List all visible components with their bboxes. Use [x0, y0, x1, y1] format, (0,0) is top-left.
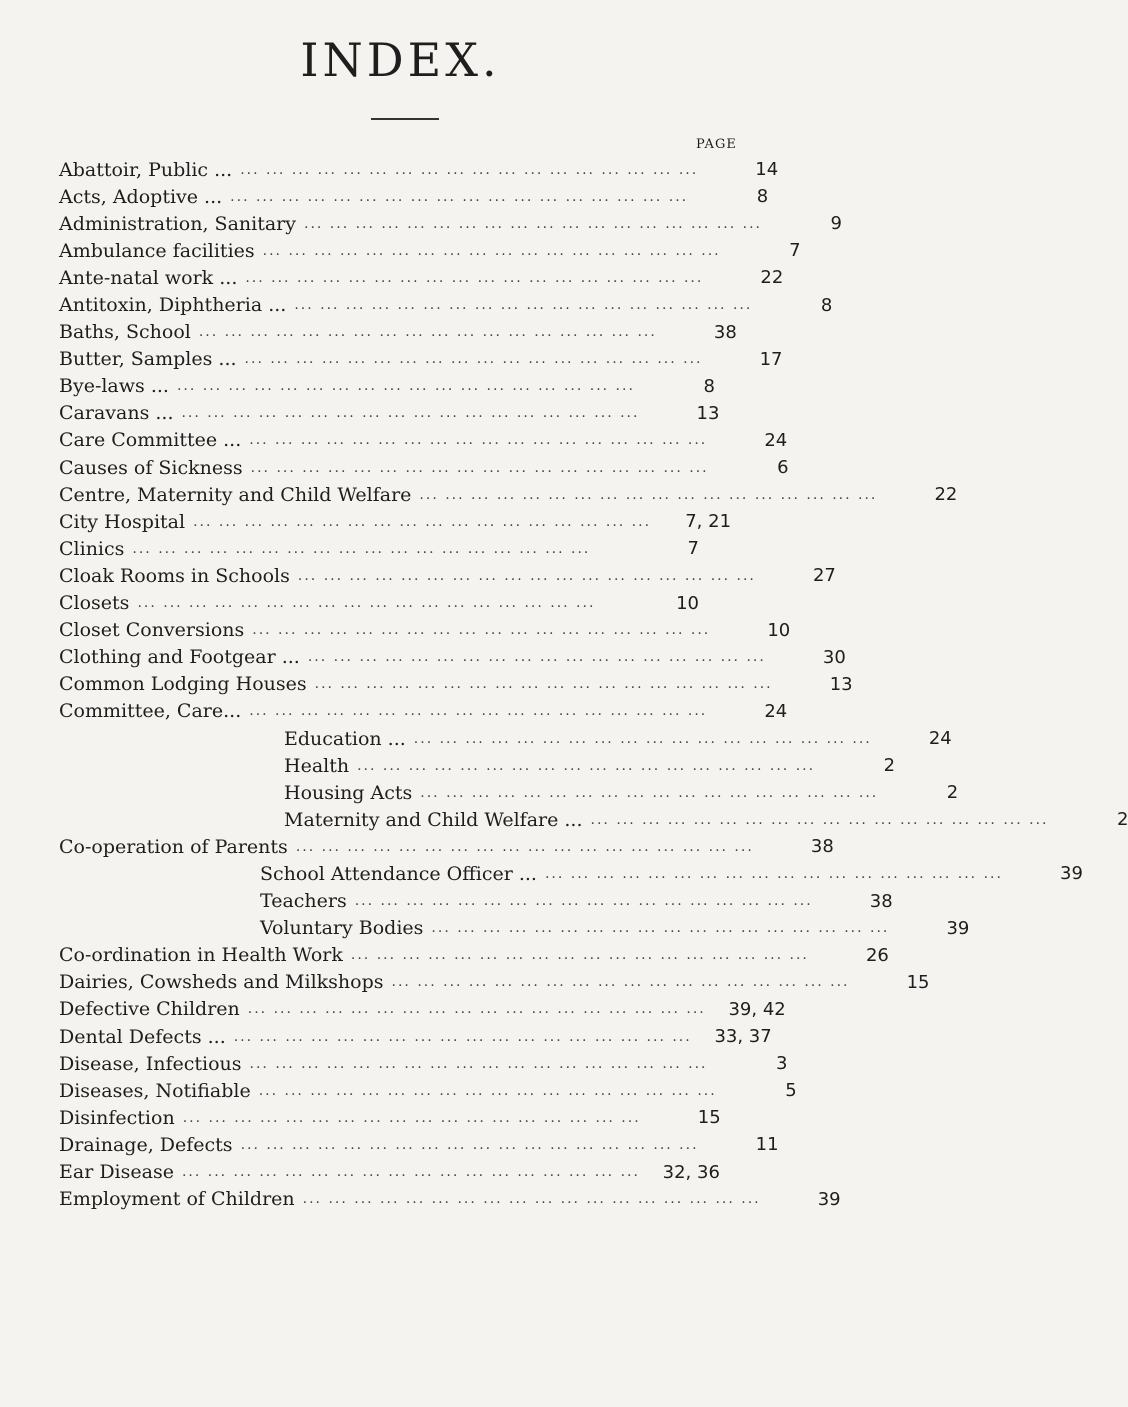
entry-label: Disease, Infectious: [59, 1052, 242, 1075]
leader-dots: ... ... ... ... ... ... ... ... ... ... ... ... ... ... ... ... ... ...: [302, 1191, 761, 1208]
index-entry: [59, 996, 786, 1023]
index-entry: [59, 373, 715, 400]
entry-page-number: 2: [946, 782, 959, 804]
leader-dots: ... ... ... ... ... ... ... ... ... ... ... ... ... ... ... ... ... ...: [419, 486, 878, 503]
entry-label: Co-operation of Parents: [59, 835, 288, 858]
entry-label: Cloak Rooms in Schools: [59, 564, 290, 587]
entry-page-number: 39: [946, 917, 970, 939]
entry-label: Teachers: [260, 890, 347, 913]
entry-page-number: 33, 37: [714, 1026, 772, 1048]
entry-label: Disinfection: [59, 1106, 175, 1129]
index-entry: [59, 915, 970, 942]
leader-dots: ... ... ... ... ... ... ... ... ... ... ... ... ... ... ... ... ... ...: [258, 1082, 717, 1099]
leader-dots: ... ... ... ... ... ... ... ... ... ... ... ... ... ... ... ... ... ...: [250, 459, 709, 476]
entry-page-number: 10: [676, 592, 699, 614]
entry-label: Defective Children: [59, 998, 240, 1021]
entry-page-number: 22: [760, 267, 784, 289]
leader-dots: ... ... ... ... ... ... ... ... ... ... ... ... ... ... ... ... ... ...: [350, 947, 809, 964]
entry-page-number: 8: [820, 294, 833, 316]
entry-label: Antitoxin, Diphtheria ...: [59, 294, 287, 317]
index-entry: [59, 156, 779, 183]
entry-page-number: 38: [869, 890, 893, 912]
page-title: INDEX.: [300, 33, 501, 87]
index-entry: [59, 535, 699, 562]
index-entry: [59, 644, 846, 671]
index-entry: [59, 1050, 788, 1077]
entry-label: Maternity and Child Welfare ...: [284, 808, 583, 831]
index-entry: [59, 237, 801, 264]
entry-page-number: 7: [789, 240, 801, 262]
page-column-header: PAGE: [696, 137, 737, 152]
leader-dots: ... ... ... ... ... ... ... ... ... ... ... ... ... ... ... ... ... ...: [249, 1055, 708, 1072]
leader-dots: ... ... ... ... ... ... ... ... ... ... ... ... ... ... ... ... ... ...: [297, 567, 756, 584]
index-entry: [59, 291, 833, 318]
index-entry: [59, 210, 842, 237]
entry-page-number: 32, 36: [662, 1161, 720, 1183]
entry-page-number: 24: [764, 429, 788, 451]
leader-dots: ... ... ... ... ... ... ... ... ... ... ... ... ... ... ... ... ... ...: [357, 757, 816, 774]
entry-page-number: 11: [755, 1134, 779, 1156]
entry-label: Employment of Children: [59, 1188, 295, 1211]
index-entry: [59, 969, 930, 996]
leader-dots: ... ... ... ... ... ... ... ... ... ... ... ... ... ... ... ... ... ...: [590, 811, 1049, 828]
entry-page-number: 8: [756, 186, 769, 208]
index-entry: [59, 1186, 841, 1213]
leader-dots: ... ... ... ... ... ... ... ... ... ... ... ... ... ... ... ... ... ...: [244, 351, 703, 368]
entry-label: Education ...: [284, 727, 406, 750]
index-entry: [59, 1104, 721, 1131]
entry-page-number: 2: [883, 755, 896, 777]
leader-dots: ... ... ... ... ... ... ... ... ... ... ... ... ... ... ... ... ... ...: [245, 269, 704, 286]
index-entry: [59, 1077, 797, 1104]
index-entry: [59, 1158, 720, 1185]
entry-page-number: 27: [812, 565, 836, 587]
entry-label: Administration, Sanitary: [59, 212, 296, 235]
entry-page-number: 13: [696, 402, 720, 424]
index-entry: [59, 617, 791, 644]
index-entry: [59, 752, 896, 779]
entry-page-number: 22: [934, 484, 958, 506]
index-entry: [59, 1131, 779, 1158]
entry-label: Ante-natal work ...: [59, 266, 238, 289]
entry-label: Drainage, Defects: [59, 1133, 233, 1156]
entry-label: Butter, Samples ...: [59, 348, 237, 371]
entry-page-number: 8: [703, 375, 715, 397]
index-entry: [59, 888, 893, 915]
index-entry: [59, 1023, 772, 1050]
leader-dots: ... ... ... ... ... ... ... ... ... ... ... ... ... ... ... ... ... ...: [314, 676, 773, 693]
entry-page-number: 3: [776, 1053, 788, 1075]
entry-label: Causes of Sickness: [59, 456, 243, 479]
entry-label: Health: [284, 754, 350, 777]
entry-page-number: 14: [755, 159, 779, 181]
entry-label: Caravans ...: [59, 402, 174, 425]
index-entry: [59, 454, 789, 481]
index-entry: [59, 346, 783, 373]
index-entry: [59, 319, 737, 346]
index-entry: [59, 508, 732, 535]
leader-dots: ... ... ... ... ... ... ... ... ... ... ... ... ... ... ... ... ... ...: [181, 1164, 640, 1181]
index-entry: [59, 698, 788, 725]
entry-page-number: 24: [928, 728, 952, 750]
index-entry: [59, 427, 788, 454]
entry-page-number: 7, 21: [685, 511, 732, 533]
entry-label: Acts, Adoptive ...: [59, 185, 223, 208]
leader-dots: ... ... ... ... ... ... ... ... ... ... ... ... ... ... ... ... ... ...: [230, 188, 689, 205]
entry-label: Dairies, Cowsheds and Milkshops: [59, 971, 384, 994]
index-entry: [59, 779, 959, 806]
entry-page-number: 15: [697, 1107, 721, 1129]
index-entry: [59, 264, 784, 291]
entry-label: Abattoir, Public ...: [59, 158, 233, 181]
entry-page-number: 6: [777, 457, 789, 479]
entry-label: Closets: [59, 592, 130, 615]
leader-dots: ... ... ... ... ... ... ... ... ... ... ... ... ... ... ... ... ... ...: [431, 920, 890, 937]
entry-label: Housing Acts: [284, 781, 413, 804]
entry-page-number: 13: [829, 673, 853, 695]
entry-page-number: 39: [817, 1188, 841, 1210]
leader-dots: ... ... ... ... ... ... ... ... ... ... ... ... ... ... ... ... ... ...: [354, 893, 813, 910]
index-entry: [59, 860, 1083, 887]
leader-dots: ... ... ... ... ... ... ... ... ... ... ... ... ... ... ... ... ... ...: [137, 595, 596, 612]
leader-dots: ... ... ... ... ... ... ... ... ... ... ... ... ... ... ... ... ... ...: [181, 405, 640, 422]
entry-label: Baths, School: [59, 321, 191, 344]
index-entries: [59, 156, 1128, 1213]
index-entry: [59, 671, 853, 698]
leader-dots: ... ... ... ... ... ... ... ... ... ... ... ... ... ... ... ... ... ...: [413, 730, 872, 747]
entry-page-number: 26: [865, 944, 889, 966]
leader-dots: ... ... ... ... ... ... ... ... ... ... ... ... ... ... ... ... ... ...: [182, 1109, 641, 1126]
leader-dots: ... ... ... ... ... ... ... ... ... ... ... ... ... ... ... ... ... ...: [307, 649, 766, 666]
leader-dots: ... ... ... ... ... ... ... ... ... ... ... ... ... ... ... ... ... ...: [304, 215, 762, 232]
entry-page-number: 17: [759, 348, 783, 370]
entry-label: Centre, Maternity and Child Welfare: [59, 483, 412, 506]
leader-dots: ... ... ... ... ... ... ... ... ... ... ... ... ... ... ... ... ... ...: [294, 297, 753, 314]
entry-label: Ambulance facilities: [59, 239, 255, 262]
leader-dots: ... ... ... ... ... ... ... ... ... ... ... ... ... ... ... ... ... ...: [176, 378, 635, 395]
entry-label: Bye-laws ...: [59, 375, 169, 398]
title-rule: [371, 118, 439, 120]
index-entry: [59, 481, 958, 508]
entry-page-number: 2: [1117, 809, 1128, 831]
leader-dots: ... ... ... ... ... ... ... ... ... ... ... ... ... ... ... ... ... ...: [249, 703, 708, 720]
leader-dots: ... ... ... ... ... ... ... ... ... ... ... ... ... ... ... ... ... ...: [391, 974, 850, 991]
entry-page-number: 38: [810, 836, 834, 858]
leader-dots: ... ... ... ... ... ... ... ... ... ... ... ... ... ... ... ... ... ...: [198, 324, 657, 341]
entry-label: Voluntary Bodies: [260, 917, 424, 940]
entry-label: School Attendance Officer ...: [260, 862, 537, 885]
entry-label: Closet Conversions: [59, 619, 245, 642]
leader-dots: ... ... ... ... ... ... ... ... ... ... ... ... ... ... ... ... ... ...: [233, 1028, 692, 1045]
entry-label: Committee, Care...: [59, 700, 242, 723]
leader-dots: ... ... ... ... ... ... ... ... ... ... ... ... ... ... ... ... ... ...: [262, 242, 721, 259]
entry-label: Clothing and Footgear ...: [59, 646, 300, 669]
entry-page-number: 30: [822, 646, 846, 668]
entry-page-number: 7: [687, 538, 699, 560]
leader-dots: ... ... ... ... ... ... ... ... ... ... ... ... ... ... ... ... ... ...: [247, 1001, 706, 1018]
entry-label: Diseases, Notifiable: [59, 1079, 251, 1102]
leader-dots: ... ... ... ... ... ... ... ... ... ... ... ... ... ... ... ... ... ...: [132, 540, 591, 557]
entry-page-number: 10: [767, 619, 791, 641]
entry-page-number: 15: [906, 971, 930, 993]
leader-dots: ... ... ... ... ... ... ... ... ... ... ... ... ... ... ... ... ... ...: [193, 513, 652, 530]
index-entry: [59, 833, 834, 860]
entry-label: Dental Defects ...: [59, 1025, 226, 1048]
leader-dots: ... ... ... ... ... ... ... ... ... ... ... ... ... ... ... ... ... ...: [544, 865, 1003, 882]
entry-label: Clinics: [59, 537, 125, 560]
entry-page-number: 5: [785, 1080, 797, 1102]
index-entry: [59, 590, 699, 617]
entry-label: Common Lodging Houses: [59, 673, 307, 696]
leader-dots: ... ... ... ... ... ... ... ... ... ... ... ... ... ... ... ... ... ...: [420, 784, 879, 801]
index-entry: [59, 942, 889, 969]
leader-dots: ... ... ... ... ... ... ... ... ... ... ... ... ... ... ... ... ... ...: [295, 838, 754, 855]
entry-page-number: 39, 42: [728, 998, 786, 1020]
index-entry: [59, 562, 836, 589]
leader-dots: ... ... ... ... ... ... ... ... ... ... ... ... ... ... ... ... ... ...: [240, 161, 699, 178]
entry-label: Co-ordination in Health Work: [59, 944, 343, 967]
entry-label: Ear Disease: [59, 1161, 174, 1184]
entry-page-number: 24: [764, 700, 788, 722]
entry-page-number: 39: [1060, 863, 1083, 885]
index-entry: [59, 183, 769, 210]
leader-dots: ... ... ... ... ... ... ... ... ... ... ... ... ... ... ... ... ... ...: [252, 622, 711, 639]
index-entry: [59, 725, 952, 752]
entry-label: City Hospital: [59, 510, 186, 533]
leader-dots: ... ... ... ... ... ... ... ... ... ... ... ... ... ... ... ... ... ...: [249, 432, 708, 449]
index-entry: [59, 806, 1128, 833]
leader-dots: ... ... ... ... ... ... ... ... ... ... ... ... ... ... ... ... ... ...: [240, 1136, 699, 1153]
entry-page-number: 9: [830, 213, 842, 235]
entry-page-number: 38: [713, 321, 737, 343]
entry-label: Care Committee ...: [59, 429, 242, 452]
index-entry: [59, 400, 720, 427]
